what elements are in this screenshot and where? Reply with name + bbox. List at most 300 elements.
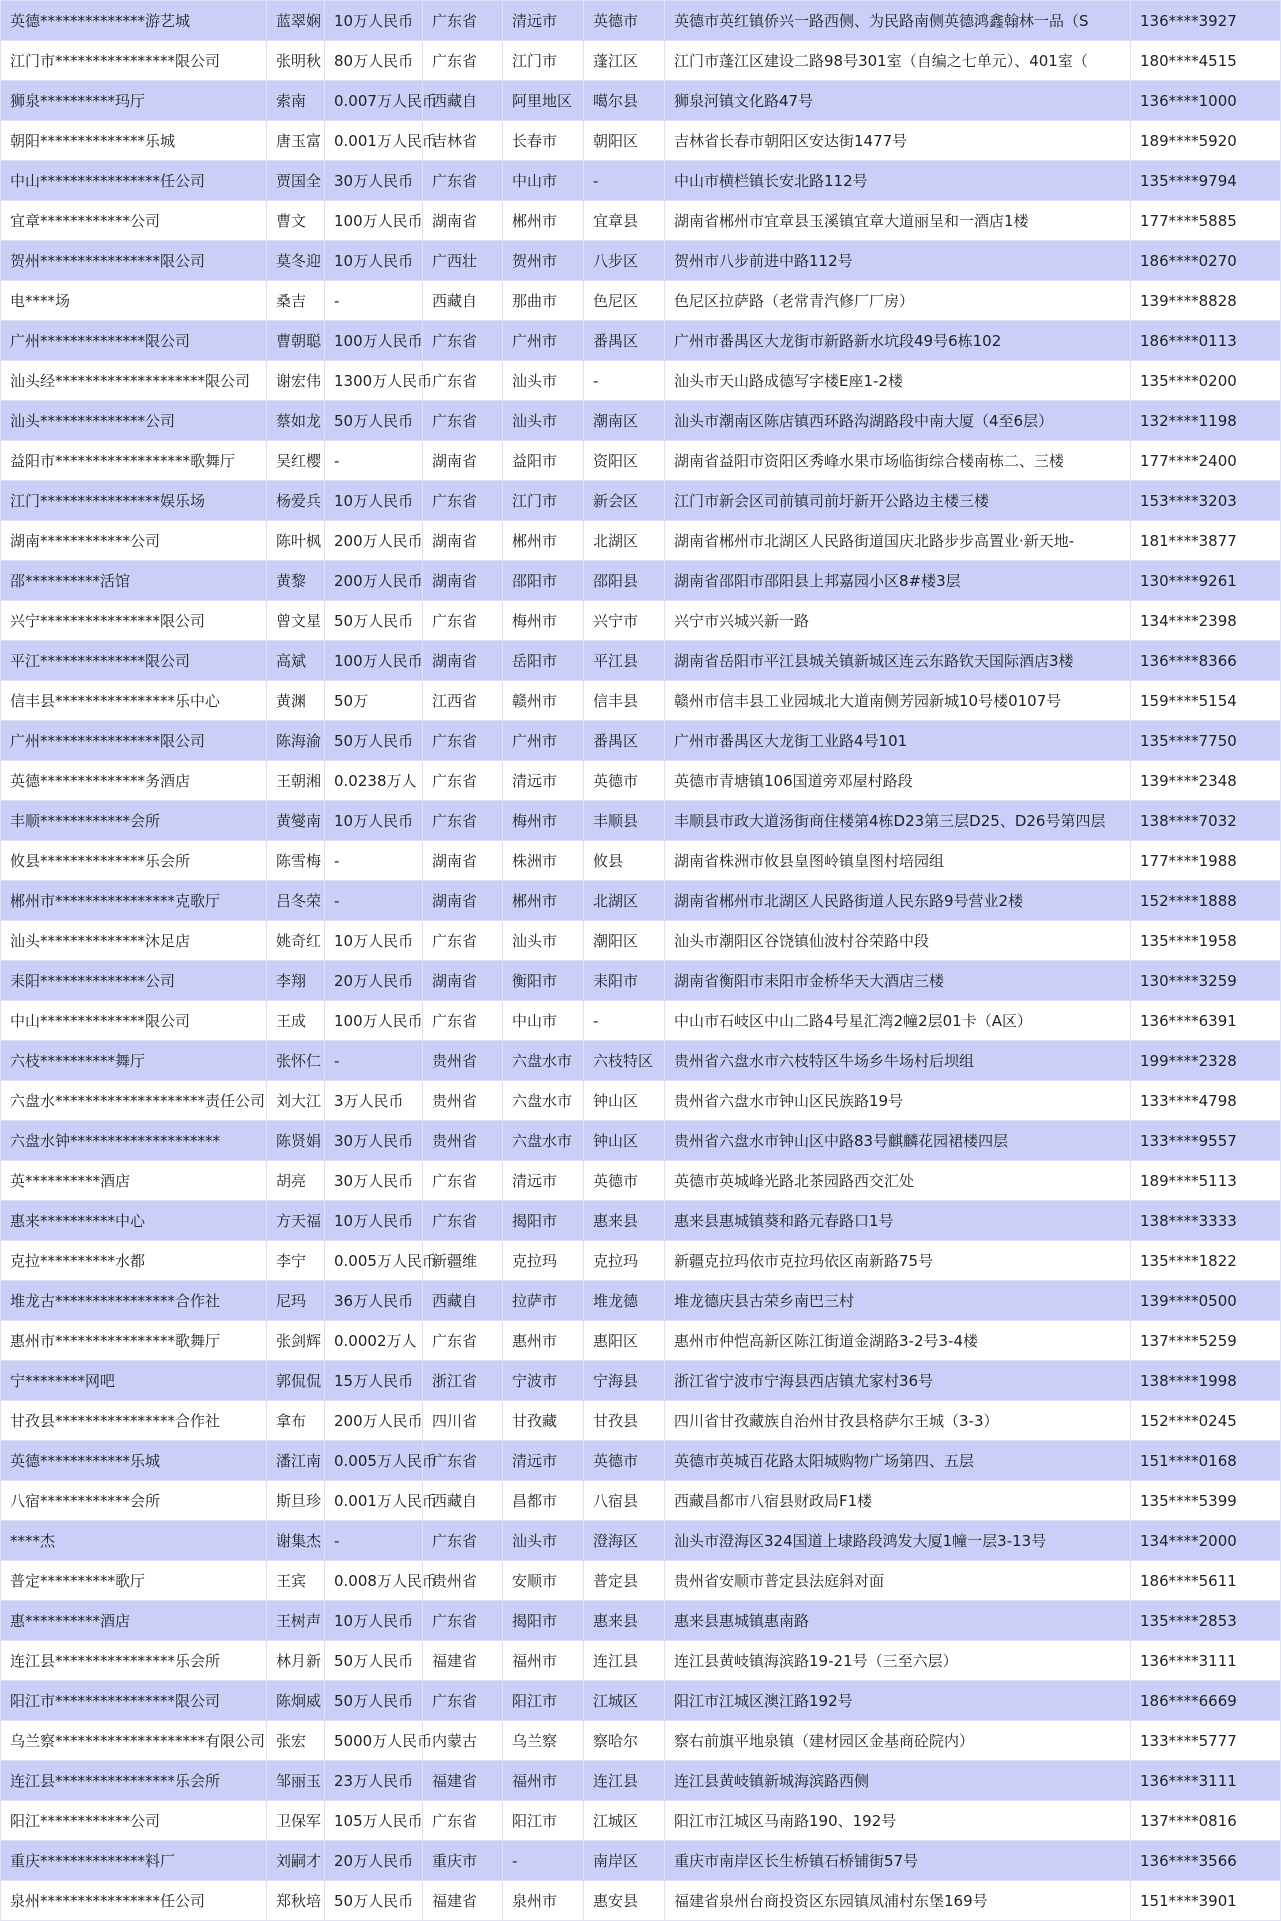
table-row: [1, 1, 1281, 41]
table-row: [1, 41, 1281, 81]
table-row: [1, 601, 1281, 641]
cell-capital: 0.005万人民币: [325, 1441, 423, 1481]
cell-address: 阳江市江城区澳江路192号: [665, 1681, 1131, 1721]
cell-city: 甘孜藏: [503, 1401, 584, 1441]
cell-person: 陈雪梅: [267, 841, 325, 881]
cell-name: 中山**************限公司: [1, 1001, 267, 1041]
cell-district: 北湖区: [584, 881, 665, 921]
cell-phone: 135****7750: [1131, 721, 1281, 761]
cell-name: 耒阳**************公司: [1, 961, 267, 1001]
cell-person: 陈叶枫: [267, 521, 325, 561]
cell-district: 宜章县: [584, 201, 665, 241]
cell-address: 汕头市天山路成德写字楼E座1-2楼: [665, 361, 1131, 401]
cell-city: 梅州市: [503, 601, 584, 641]
cell-city: 清远市: [503, 1, 584, 41]
cell-province: 广东省: [423, 321, 503, 361]
table-row: [1, 1201, 1281, 1241]
cell-city: 衡阳市: [503, 961, 584, 1001]
cell-capital: 0.007万人民币: [325, 81, 423, 121]
cell-district: 邵阳县: [584, 561, 665, 601]
cell-person: 莫冬迎: [267, 241, 325, 281]
cell-phone: 180****4515: [1131, 41, 1281, 81]
cell-phone: 134****2000: [1131, 1521, 1281, 1561]
cell-city: 郴州市: [503, 201, 584, 241]
cell-address: 贵州省六盘水市钟山区中路83号麒麟花园裙楼四层: [665, 1121, 1131, 1161]
table-row: [1, 721, 1281, 761]
cell-capital: 200万人民币: [325, 521, 423, 561]
cell-address: 福建省泉州台商投资区东园镇凤浦村东堡169号: [665, 1881, 1131, 1921]
cell-capital: 10万人民币: [325, 921, 423, 961]
cell-province: 西藏自: [423, 81, 503, 121]
cell-city: 揭阳市: [503, 1201, 584, 1241]
cell-province: 广西壮: [423, 241, 503, 281]
cell-city: 汕头市: [503, 401, 584, 441]
cell-phone: 136****3927: [1131, 1, 1281, 41]
cell-address: 广州市番禺区大龙街工业路4号101: [665, 721, 1131, 761]
cell-province: 西藏自: [423, 281, 503, 321]
cell-name: 邵**********活馆: [1, 561, 267, 601]
cell-person: 张宏: [267, 1721, 325, 1761]
cell-phone: 181****3877: [1131, 521, 1281, 561]
cell-city: 六盘水市: [503, 1081, 584, 1121]
cell-address: 丰顺县市政大道汤街商住楼第4栋D23第三层D25、D26号第四层: [665, 801, 1131, 841]
cell-capital: 50万人民币: [325, 721, 423, 761]
cell-person: 谢集杰: [267, 1521, 325, 1561]
cell-person: 潘江南: [267, 1441, 325, 1481]
cell-capital: 0.001万人民币: [325, 1481, 423, 1521]
cell-phone: 135****1822: [1131, 1241, 1281, 1281]
table-row: [1, 1801, 1281, 1841]
cell-address: 连江县黄岐镇新城海滨路西侧: [665, 1761, 1131, 1801]
cell-phone: 177****1988: [1131, 841, 1281, 881]
cell-capital: 30万人民币: [325, 1161, 423, 1201]
table-row: [1, 681, 1281, 721]
cell-person: 王宾: [267, 1561, 325, 1601]
table-row: [1, 1001, 1281, 1041]
cell-province: 广东省: [423, 361, 503, 401]
cell-province: 内蒙古: [423, 1721, 503, 1761]
cell-name: 宁********网吧: [1, 1361, 267, 1401]
cell-person: 吴红樱: [267, 441, 325, 481]
cell-address: 浙江省宁波市宁海县西店镇尤家村36号: [665, 1361, 1131, 1401]
table-row: [1, 321, 1281, 361]
cell-province: 新疆维: [423, 1241, 503, 1281]
cell-address: 贵州省六盘水市六枝特区牛场乡牛场村后坝组: [665, 1041, 1131, 1081]
cell-person: 曹文: [267, 201, 325, 241]
cell-province: 福建省: [423, 1881, 503, 1921]
cell-city: 拉萨市: [503, 1281, 584, 1321]
cell-phone: 177****5885: [1131, 201, 1281, 241]
cell-phone: 199****2328: [1131, 1041, 1281, 1081]
cell-city: 揭阳市: [503, 1601, 584, 1641]
cell-name: 信丰县****************乐中心: [1, 681, 267, 721]
cell-capital: 10万人民币: [325, 801, 423, 841]
cell-phone: 189****5113: [1131, 1161, 1281, 1201]
cell-district: 甘孜县: [584, 1401, 665, 1441]
cell-phone: 135****0200: [1131, 361, 1281, 401]
cell-capital: 5000万人民币: [325, 1721, 423, 1761]
cell-name: 江门市****************限公司: [1, 41, 267, 81]
cell-person: 唐玉富: [267, 121, 325, 161]
cell-person: 蔡如龙: [267, 401, 325, 441]
cell-province: 广东省: [423, 1681, 503, 1721]
table-row: [1, 201, 1281, 241]
cell-district: 南岸区: [584, 1841, 665, 1881]
cell-province: 湖南省: [423, 201, 503, 241]
table-row: [1, 361, 1281, 401]
table-row: [1, 1601, 1281, 1641]
cell-name: 朝阳**************乐城: [1, 121, 267, 161]
cell-name: 六盘水钟********************: [1, 1121, 267, 1161]
cell-person: 王朝湘: [267, 761, 325, 801]
cell-province: 广东省: [423, 1321, 503, 1361]
table-row: [1, 921, 1281, 961]
cell-capital: 10万人民币: [325, 1601, 423, 1641]
cell-capital: 10万人民币: [325, 1201, 423, 1241]
cell-name: 连江县****************乐会所: [1, 1761, 267, 1801]
table-row: [1, 1481, 1281, 1521]
cell-capital: 20万人民币: [325, 961, 423, 1001]
cell-name: 泉州****************任公司: [1, 1881, 267, 1921]
cell-address: 堆龙德庆县古荣乡南巴三村: [665, 1281, 1131, 1321]
cell-capital: -: [325, 1521, 423, 1561]
cell-capital: 0.0238万人: [325, 761, 423, 801]
table-row: [1, 1521, 1281, 1561]
cell-capital: 200万人民币: [325, 1401, 423, 1441]
cell-phone: 130****3259: [1131, 961, 1281, 1001]
cell-district: 六枝特区: [584, 1041, 665, 1081]
cell-name: 广州**************限公司: [1, 321, 267, 361]
cell-phone: 153****3203: [1131, 481, 1281, 521]
cell-phone: 151****3901: [1131, 1881, 1281, 1921]
table-row: [1, 841, 1281, 881]
cell-person: 刘嗣才: [267, 1841, 325, 1881]
cell-person: 高斌: [267, 641, 325, 681]
cell-name: 英德**************游艺城: [1, 1, 267, 41]
table-row: [1, 1401, 1281, 1441]
cell-name: 重庆**************料厂: [1, 1841, 267, 1881]
cell-district: 蓬江区: [584, 41, 665, 81]
table-row: [1, 281, 1281, 321]
cell-phone: 137****5259: [1131, 1321, 1281, 1361]
cell-province: 广东省: [423, 401, 503, 441]
cell-name: 惠来**********中心: [1, 1201, 267, 1241]
table-row: [1, 1241, 1281, 1281]
cell-capital: -: [325, 1041, 423, 1081]
table-row: [1, 1681, 1281, 1721]
cell-city: 六盘水市: [503, 1121, 584, 1161]
cell-city: 福州市: [503, 1641, 584, 1681]
cell-district: 英德市: [584, 1, 665, 41]
cell-city: 清远市: [503, 1161, 584, 1201]
cell-capital: 50万: [325, 681, 423, 721]
cell-city: 安顺市: [503, 1561, 584, 1601]
cell-city: 广州市: [503, 321, 584, 361]
cell-province: 湖南省: [423, 441, 503, 481]
cell-city: 福州市: [503, 1761, 584, 1801]
table-row: [1, 1321, 1281, 1361]
cell-capital: 23万人民币: [325, 1761, 423, 1801]
cell-district: 钟山区: [584, 1081, 665, 1121]
cell-phone: 151****0168: [1131, 1441, 1281, 1481]
cell-name: 连江县****************乐会所: [1, 1641, 267, 1681]
cell-address: 汕头市潮南区陈店镇西环路沟湖路段中南大厦（4至6层）: [665, 401, 1131, 441]
cell-address: 狮泉河镇文化路47号: [665, 81, 1131, 121]
cell-person: 尼玛: [267, 1281, 325, 1321]
cell-person: 张怀仁: [267, 1041, 325, 1081]
cell-province: 贵州省: [423, 1121, 503, 1161]
cell-district: 察哈尔: [584, 1721, 665, 1761]
table-row: [1, 481, 1281, 521]
cell-province: 广东省: [423, 761, 503, 801]
cell-capital: -: [325, 281, 423, 321]
cell-address: 汕头市潮阳区谷饶镇仙波村谷荣路中段: [665, 921, 1131, 961]
cell-address: 察右前旗平地泉镇（建材园区金基商砼院内）: [665, 1721, 1131, 1761]
cell-district: 八步区: [584, 241, 665, 281]
cell-person: 陈贤娟: [267, 1121, 325, 1161]
table-row: [1, 1121, 1281, 1161]
cell-person: 王成: [267, 1001, 325, 1041]
cell-name: 六枝**********舞厅: [1, 1041, 267, 1081]
cell-phone: 136****8366: [1131, 641, 1281, 681]
cell-province: 重庆市: [423, 1841, 503, 1881]
cell-person: 吕冬荣: [267, 881, 325, 921]
cell-address: 赣州市信丰县工业园城北大道南侧芳园新城10号楼0107号: [665, 681, 1131, 721]
cell-city: 株洲市: [503, 841, 584, 881]
cell-name: 平江**************限公司: [1, 641, 267, 681]
cell-city: 赣州市: [503, 681, 584, 721]
cell-address: 湖南省益阳市资阳区秀峰水果市场临街综合楼南栋二、三楼: [665, 441, 1131, 481]
cell-address: 新疆克拉玛依市克拉玛依区南新路75号: [665, 1241, 1131, 1281]
cell-phone: 135****2853: [1131, 1601, 1281, 1641]
cell-name: 宜章************公司: [1, 201, 267, 241]
cell-capital: 10万人民币: [325, 481, 423, 521]
cell-capital: 50万人民币: [325, 401, 423, 441]
cell-city: 清远市: [503, 1441, 584, 1481]
table-row: [1, 81, 1281, 121]
cell-address: 江门市新会区司前镇司前圩新开公路边主楼三楼: [665, 481, 1131, 521]
cell-district: 惠来县: [584, 1601, 665, 1641]
cell-capital: 10万人民币: [325, 241, 423, 281]
cell-name: 惠**********酒店: [1, 1601, 267, 1641]
cell-province: 广东省: [423, 1, 503, 41]
cell-name: 克拉**********水都: [1, 1241, 267, 1281]
cell-capital: 105万人民币: [325, 1801, 423, 1841]
cell-district: 资阳区: [584, 441, 665, 481]
table-row: [1, 401, 1281, 441]
cell-city: 郴州市: [503, 521, 584, 561]
cell-city: 汕头市: [503, 921, 584, 961]
cell-city: 郴州市: [503, 881, 584, 921]
cell-name: 惠州市****************歌舞厅: [1, 1321, 267, 1361]
cell-name: 汕头**************沐足店: [1, 921, 267, 961]
cell-address: 吉林省长春市朝阳区安达街1477号: [665, 121, 1131, 161]
table-row: [1, 121, 1281, 161]
cell-phone: 133****5777: [1131, 1721, 1281, 1761]
table-body: [1, 1, 1281, 1921]
cell-name: 八宿************会所: [1, 1481, 267, 1521]
cell-person: 邹丽玉: [267, 1761, 325, 1801]
cell-person: 斯旦珍: [267, 1481, 325, 1521]
table-row: [1, 521, 1281, 561]
cell-address: 江门市蓬江区建设二路98号301室（自编之七单元）、401室（: [665, 41, 1131, 81]
cell-name: 阳江市****************限公司: [1, 1681, 267, 1721]
cell-district: 信丰县: [584, 681, 665, 721]
cell-name: 湖南************公司: [1, 521, 267, 561]
cell-capital: 80万人民币: [325, 41, 423, 81]
cell-address: 四川省甘孜藏族自治州甘孜县格萨尔王城（3-3）: [665, 1401, 1131, 1441]
cell-person: 刘大江: [267, 1081, 325, 1121]
cell-capital: 0.0002万人: [325, 1321, 423, 1361]
cell-city: 梅州市: [503, 801, 584, 841]
cell-province: 广东省: [423, 1521, 503, 1561]
cell-phone: 136****1000: [1131, 81, 1281, 121]
cell-province: 广东省: [423, 921, 503, 961]
cell-district: 惠阳区: [584, 1321, 665, 1361]
cell-person: 张剑辉: [267, 1321, 325, 1361]
cell-capital: -: [325, 881, 423, 921]
cell-district: -: [584, 361, 665, 401]
cell-province: 西藏自: [423, 1481, 503, 1521]
cell-district: 番禺区: [584, 721, 665, 761]
cell-district: 江城区: [584, 1681, 665, 1721]
cell-province: 贵州省: [423, 1561, 503, 1601]
cell-phone: 177****2400: [1131, 441, 1281, 481]
cell-address: 湖南省邵阳市邵阳县上邦嘉园小区8#楼3层: [665, 561, 1131, 601]
cell-province: 湖南省: [423, 841, 503, 881]
cell-capital: 0.008万人民币: [325, 1561, 423, 1601]
table-row: [1, 881, 1281, 921]
cell-name: 乌兰察********************有限公司: [1, 1721, 267, 1761]
cell-person: 陈海渝: [267, 721, 325, 761]
cell-city: 江门市: [503, 41, 584, 81]
cell-city: 阿里地区: [503, 81, 584, 121]
cell-phone: 138****3333: [1131, 1201, 1281, 1241]
cell-city: 乌兰察: [503, 1721, 584, 1761]
cell-phone: 134****2398: [1131, 601, 1281, 641]
cell-person: 贾国全: [267, 161, 325, 201]
cell-city: 中山市: [503, 1001, 584, 1041]
cell-district: 宁海县: [584, 1361, 665, 1401]
table-row: [1, 1081, 1281, 1121]
cell-person: 黄黎: [267, 561, 325, 601]
cell-city: 清远市: [503, 761, 584, 801]
cell-province: 广东省: [423, 1161, 503, 1201]
cell-capital: 50万人民币: [325, 1641, 423, 1681]
table-row: [1, 1441, 1281, 1481]
cell-name: 广州****************限公司: [1, 721, 267, 761]
cell-district: 耒阳市: [584, 961, 665, 1001]
cell-province: 四川省: [423, 1401, 503, 1441]
cell-address: 英德市青塘镇106国道旁邓屋村路段: [665, 761, 1131, 801]
cell-district: 丰顺县: [584, 801, 665, 841]
cell-province: 广东省: [423, 1001, 503, 1041]
cell-capital: 200万人民币: [325, 561, 423, 601]
cell-province: 广东省: [423, 1441, 503, 1481]
table-row: [1, 1721, 1281, 1761]
cell-province: 广东省: [423, 1801, 503, 1841]
table-row: [1, 441, 1281, 481]
cell-name: 英德**************务酒店: [1, 761, 267, 801]
cell-person: 拿布: [267, 1401, 325, 1441]
cell-capital: 1300万人民币: [325, 361, 423, 401]
cell-province: 广东省: [423, 41, 503, 81]
table-row: [1, 241, 1281, 281]
cell-district: -: [584, 161, 665, 201]
cell-phone: 136****3111: [1131, 1641, 1281, 1681]
cell-name: 郴州市****************克歌厅: [1, 881, 267, 921]
cell-phone: 159****5154: [1131, 681, 1281, 721]
cell-capital: 15万人民币: [325, 1361, 423, 1401]
cell-capital: -: [325, 841, 423, 881]
cell-phone: 186****0270: [1131, 241, 1281, 281]
cell-person: 曾文星: [267, 601, 325, 641]
cell-person: 曹朝聪: [267, 321, 325, 361]
cell-phone: 152****1888: [1131, 881, 1281, 921]
cell-address: 中山市石岐区中山二路4号星汇湾2幢2层01卡（A区）: [665, 1001, 1131, 1041]
cell-address: 湖南省郴州市北湖区人民路街道人民东路9号营业2楼: [665, 881, 1131, 921]
cell-address: 连江县黄岐镇海滨路19-21号（三至六层）: [665, 1641, 1131, 1681]
cell-city: 汕头市: [503, 1521, 584, 1561]
cell-district: 潮南区: [584, 401, 665, 441]
cell-district: 八宿县: [584, 1481, 665, 1521]
cell-person: 林月新: [267, 1641, 325, 1681]
table-row: [1, 1561, 1281, 1601]
cell-district: 惠安县: [584, 1881, 665, 1921]
cell-address: 惠州市仲恺高新区陈江街道金湖路3-2号3-4楼: [665, 1321, 1131, 1361]
cell-address: 英德市英城峰光路北茶园路西交汇处: [665, 1161, 1131, 1201]
cell-name: 普定**********歌厅: [1, 1561, 267, 1601]
cell-city: 惠州市: [503, 1321, 584, 1361]
cell-name: 狮泉**********玛厅: [1, 81, 267, 121]
cell-phone: 186****5611: [1131, 1561, 1281, 1601]
cell-province: 江西省: [423, 681, 503, 721]
cell-province: 湖南省: [423, 641, 503, 681]
table-row: [1, 1761, 1281, 1801]
cell-name: ****杰: [1, 1521, 267, 1561]
cell-person: 张明秋: [267, 41, 325, 81]
cell-address: 湖南省郴州市宜章县玉溪镇宜章大道丽呈和一酒店1楼: [665, 201, 1131, 241]
cell-address: 湖南省衡阳市耒阳市金桥华天大酒店三楼: [665, 961, 1131, 1001]
cell-name: 丰顺************会所: [1, 801, 267, 841]
cell-district: 澄海区: [584, 1521, 665, 1561]
cell-city: 宁波市: [503, 1361, 584, 1401]
cell-address: 湖南省岳阳市平江县城关镇新城区连云东路钦天国际酒店3楼: [665, 641, 1131, 681]
cell-city: 泉州市: [503, 1881, 584, 1921]
cell-capital: 10万人民币: [325, 1, 423, 41]
cell-phone: 135****1958: [1131, 921, 1281, 961]
cell-address: 贵州省安顺市普定县法庭斜对面: [665, 1561, 1131, 1601]
cell-district: 朝阳区: [584, 121, 665, 161]
cell-province: 浙江省: [423, 1361, 503, 1401]
cell-person: 杨爱兵: [267, 481, 325, 521]
cell-city: 长春市: [503, 121, 584, 161]
cell-person: 陈炯威: [267, 1681, 325, 1721]
table-row: [1, 1161, 1281, 1201]
table-row: [1, 761, 1281, 801]
cell-person: 郭侃侃: [267, 1361, 325, 1401]
cell-address: 贵州省六盘水市钟山区民族路19号: [665, 1081, 1131, 1121]
cell-city: 贺州市: [503, 241, 584, 281]
cell-name: 甘孜县****************合作社: [1, 1401, 267, 1441]
cell-address: 汕头市澄海区324国道上埭路段鸿发大厦1幢一层3-13号: [665, 1521, 1131, 1561]
cell-name: 汕头**************公司: [1, 401, 267, 441]
cell-person: 胡亮: [267, 1161, 325, 1201]
cell-address: 西藏昌都市八宿县财政局F1楼: [665, 1481, 1131, 1521]
cell-address: 英德市英城百花路太阳城购物广场第四、五层: [665, 1441, 1131, 1481]
cell-district: 兴宁市: [584, 601, 665, 641]
cell-phone: 136****3566: [1131, 1841, 1281, 1881]
